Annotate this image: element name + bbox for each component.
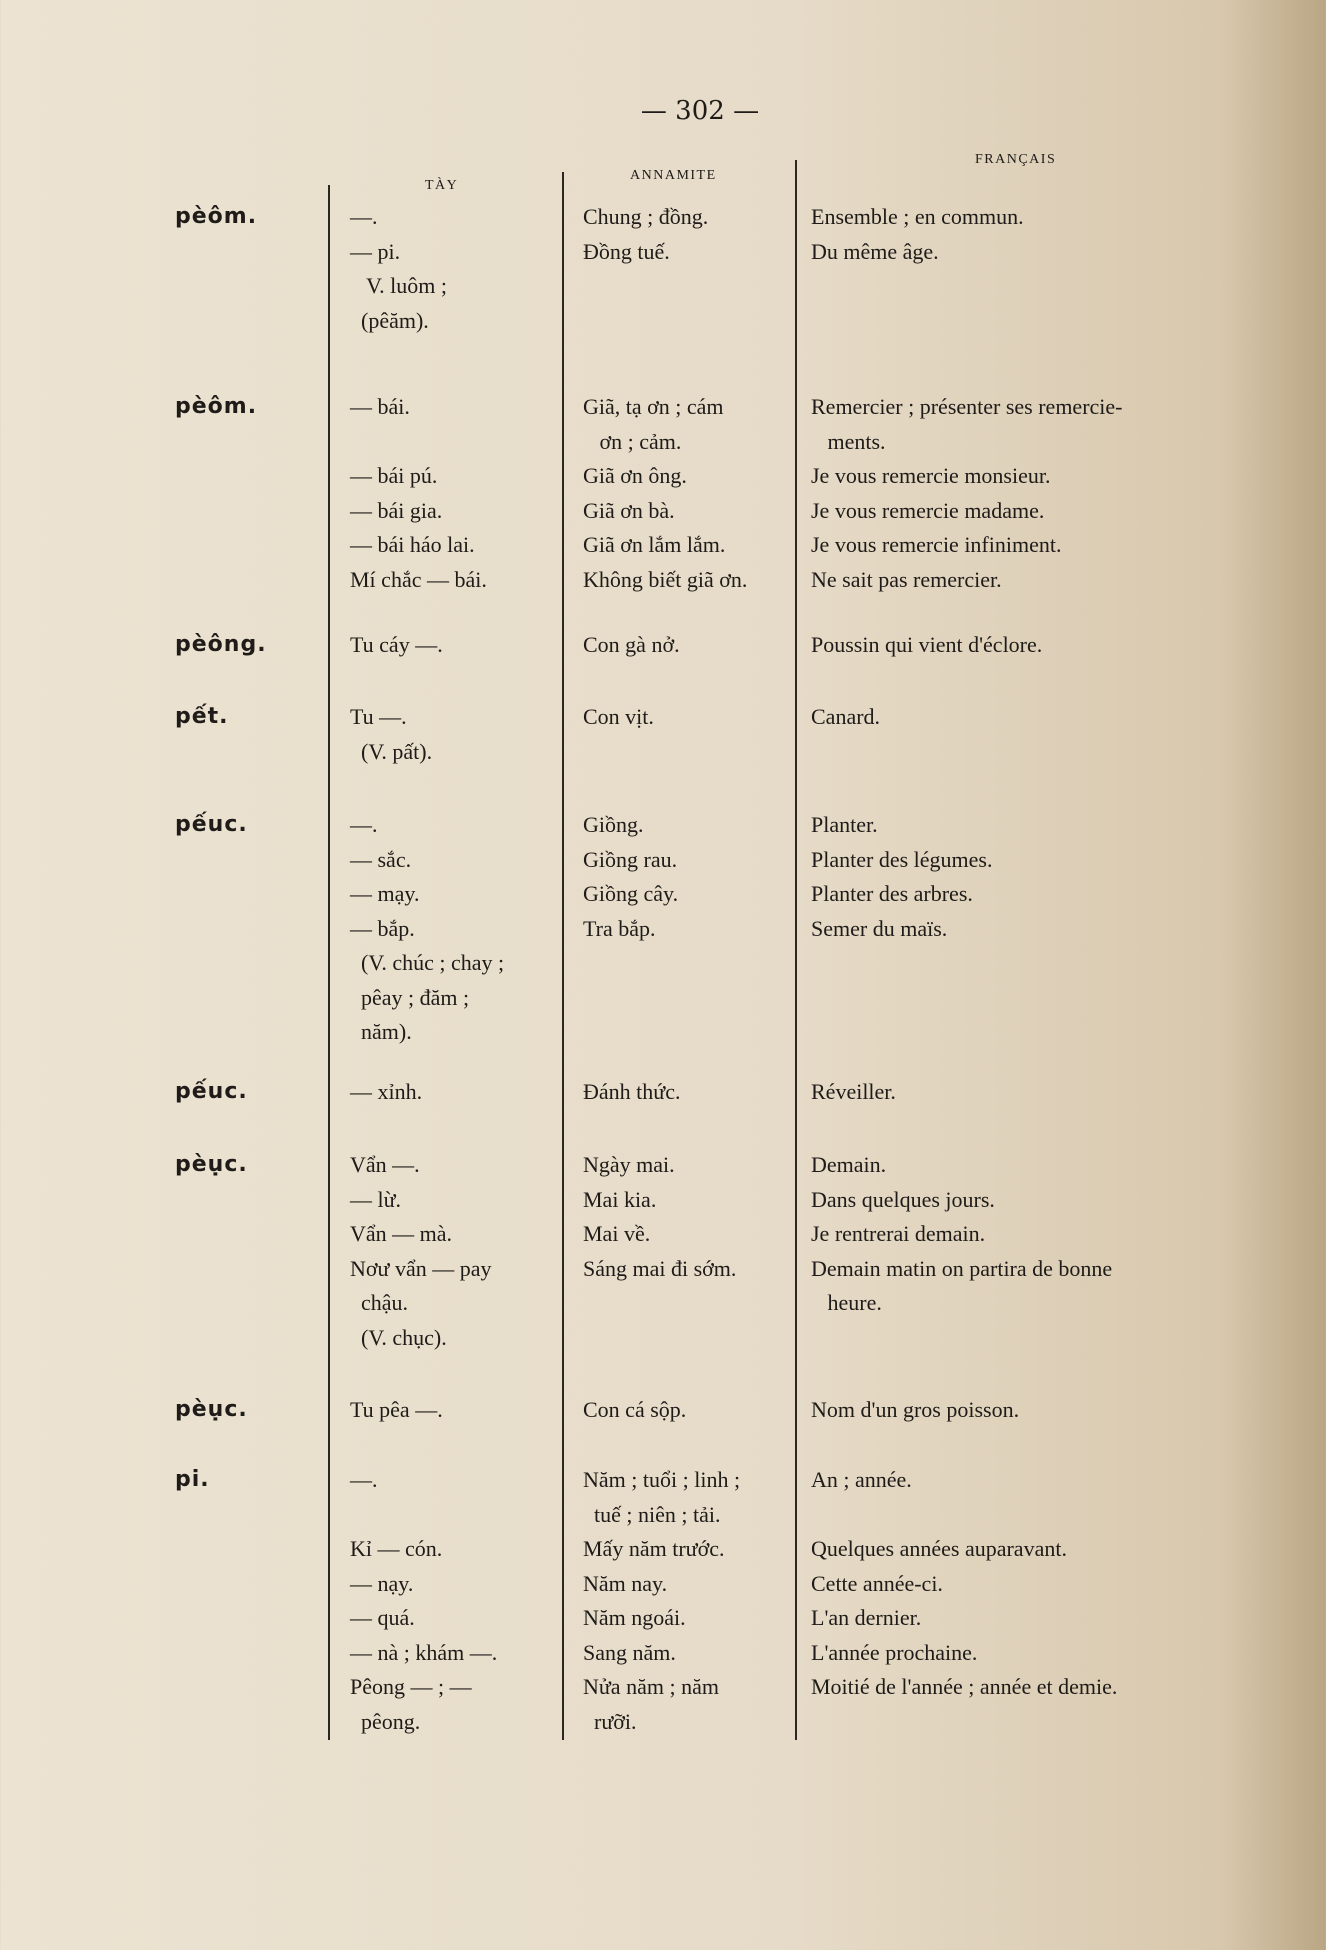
tay-cell: [350, 390, 487, 597]
line: — bái háo lai.: [350, 532, 475, 557]
line: — nạy.: [350, 1570, 414, 1596]
line: [811, 1498, 1117, 1533]
line: Du même âge.: [811, 238, 939, 264]
line: —.: [350, 1467, 378, 1492]
line: Vẩn — mà.: [350, 1221, 453, 1246]
line: An ; année.: [811, 1467, 912, 1492]
line: — sắc.: [350, 846, 412, 872]
line: tuế ; niên ; tải.: [583, 1501, 721, 1527]
line: Mai về.: [583, 1221, 651, 1246]
headword: pèôm.: [175, 204, 258, 229]
line: Năm ngoái.: [583, 1605, 686, 1630]
line: — bái.: [350, 394, 410, 419]
headword: pếuc.: [175, 812, 248, 837]
line: Kỉ — cón.: [350, 1536, 443, 1561]
line: Planter des légumes.: [811, 846, 993, 872]
page-number: — 302 —: [640, 96, 760, 126]
line: Con cá sộp.: [583, 1397, 687, 1422]
tay-cell: [350, 1463, 497, 1739]
francais-cell: [811, 1075, 896, 1110]
line: Je vous remercie infiniment.: [811, 532, 1062, 557]
line: Chung ; đồng.: [583, 204, 709, 229]
annamite-cell: [583, 390, 747, 597]
line: Vẩn —.: [350, 1152, 420, 1177]
headword: pèôm.: [175, 394, 258, 419]
line: Tu —.: [350, 704, 407, 729]
header-francais: FRANÇAIS: [975, 152, 1057, 167]
francais-cell: [811, 390, 1123, 597]
line: V. luôm ;: [350, 273, 447, 298]
line: — nà ; khám —.: [350, 1639, 498, 1665]
column-rule-2: [562, 172, 564, 1740]
line: — pi.: [350, 238, 401, 264]
line: Ne sait pas remercier.: [811, 566, 1002, 592]
line: Mí chắc — bái.: [350, 566, 487, 592]
line: pêong.: [350, 1708, 421, 1734]
line: Dans quelques jours.: [811, 1186, 995, 1212]
line: Canard.: [811, 704, 881, 729]
line: Pêong — ; —: [350, 1674, 472, 1699]
line: — bái gia.: [350, 497, 443, 523]
line: Planter des arbres.: [811, 881, 973, 906]
annamite-cell: [583, 200, 708, 269]
line: Sáng mai đi sớm.: [583, 1255, 737, 1281]
francais-cell: [811, 1393, 1019, 1428]
line: Con gà nở.: [583, 632, 680, 657]
line: — bắp.: [350, 915, 415, 941]
column-rule-3: [795, 160, 797, 1740]
line: Moitié de l'année ; année et demie.: [811, 1674, 1118, 1699]
line: Sang năm.: [583, 1639, 676, 1665]
line: Giồng cây.: [583, 881, 679, 906]
line: ơn ; cảm.: [583, 428, 682, 454]
line: — quá.: [350, 1605, 415, 1630]
annamite-cell: [583, 700, 654, 735]
line: heure.: [811, 1290, 882, 1315]
tay-cell: [350, 700, 432, 769]
line: L'an dernier.: [811, 1605, 922, 1630]
line: Réveiller.: [811, 1079, 896, 1104]
line: Demain.: [811, 1152, 887, 1177]
line: Con vịt.: [583, 704, 654, 729]
line: Planter.: [811, 812, 878, 837]
line: Nom d'un gros poisson.: [811, 1397, 1020, 1422]
line: (V. chục).: [350, 1324, 447, 1350]
headword: pèục.: [175, 1152, 248, 1177]
line: Mai kia.: [583, 1186, 657, 1212]
headword: pi.: [175, 1467, 210, 1492]
line: Mấy năm trước.: [583, 1536, 725, 1561]
line: năm).: [350, 1019, 412, 1044]
headword: pết.: [175, 704, 229, 729]
line: Năm ; tuổi ; linh ;: [583, 1467, 741, 1492]
line: (pêăm).: [350, 307, 429, 333]
annamite-cell: [583, 1148, 736, 1286]
line: chậu.: [350, 1290, 409, 1315]
francais-cell: [811, 808, 992, 946]
francais-cell: [811, 700, 880, 735]
annamite-cell: [583, 1393, 686, 1428]
francais-cell: [811, 628, 1042, 663]
line: — bái pú.: [350, 463, 438, 488]
tay-cell: [350, 628, 443, 663]
tay-cell: [350, 200, 447, 338]
line: Giã ơn bà.: [583, 497, 675, 523]
francais-cell: [811, 1463, 1117, 1705]
headword: pếuc.: [175, 1079, 248, 1104]
line: Ngày mai.: [583, 1152, 675, 1177]
francais-cell: [811, 1148, 1112, 1321]
line: Remercier ; présenter ses remercie-: [811, 394, 1123, 419]
tay-cell: [350, 808, 504, 1050]
tay-cell: [350, 1148, 491, 1355]
line: Demain matin on partira de bonne: [811, 1255, 1113, 1281]
tay-cell: [350, 1393, 443, 1428]
line: Giã ơn lắm lắm.: [583, 532, 726, 557]
line: Không biết giã ơn.: [583, 566, 748, 592]
tay-cell: [350, 1075, 422, 1110]
line: (V. chúc ; chay ;: [350, 950, 505, 975]
header-tay: TÀY: [425, 178, 459, 193]
line: Giồng.: [583, 812, 644, 837]
line: — mạy.: [350, 881, 420, 906]
line: Cette année-ci.: [811, 1570, 943, 1596]
line: Quelques années auparavant.: [811, 1536, 1067, 1561]
line: —.: [350, 204, 378, 229]
line: ments.: [811, 428, 886, 454]
line: rưỡi.: [583, 1708, 637, 1734]
annamite-cell: [583, 1075, 680, 1110]
line: Tra bắp.: [583, 915, 656, 941]
line: Đồng tuế.: [583, 238, 670, 264]
headword: pèông.: [175, 632, 267, 657]
header-annamite: ANNAMITE: [630, 168, 717, 183]
line: Je vous remercie madame.: [811, 497, 1045, 523]
line: [350, 1498, 497, 1533]
line: Poussin qui vient d'éclore.: [811, 632, 1043, 657]
line: — lừ.: [350, 1186, 402, 1212]
line: Je rentrerai demain.: [811, 1221, 986, 1246]
line: Nửa năm ; năm: [583, 1674, 719, 1699]
line: Tu pêa —.: [350, 1397, 443, 1422]
line: Năm nay.: [583, 1570, 668, 1596]
line: Je vous remercie monsieur.: [811, 463, 1051, 488]
annamite-cell: [583, 808, 678, 946]
line: pêay ; đăm ;: [350, 984, 470, 1010]
line: Ensemble ; en commun.: [811, 204, 1024, 229]
line: — xỉnh.: [350, 1079, 423, 1104]
line: (V. pất).: [350, 738, 433, 764]
francais-cell: [811, 200, 1024, 269]
line: Giã ơn ông.: [583, 463, 687, 488]
line: Giồng rau.: [583, 846, 678, 872]
headword: pèục.: [175, 1397, 248, 1422]
annamite-cell: [583, 1463, 740, 1739]
line: L'année prochaine.: [811, 1639, 978, 1665]
column-rule-1: [328, 185, 330, 1740]
line: Semer du maïs.: [811, 915, 948, 941]
line: Giã, tạ ơn ; cám: [583, 394, 724, 419]
line: —.: [350, 812, 378, 837]
annamite-cell: [583, 628, 680, 663]
line: Nơư vẩn — pay: [350, 1255, 492, 1281]
line: [350, 425, 487, 460]
line: Tu cáy —.: [350, 632, 443, 657]
line: Đánh thức.: [583, 1079, 681, 1104]
